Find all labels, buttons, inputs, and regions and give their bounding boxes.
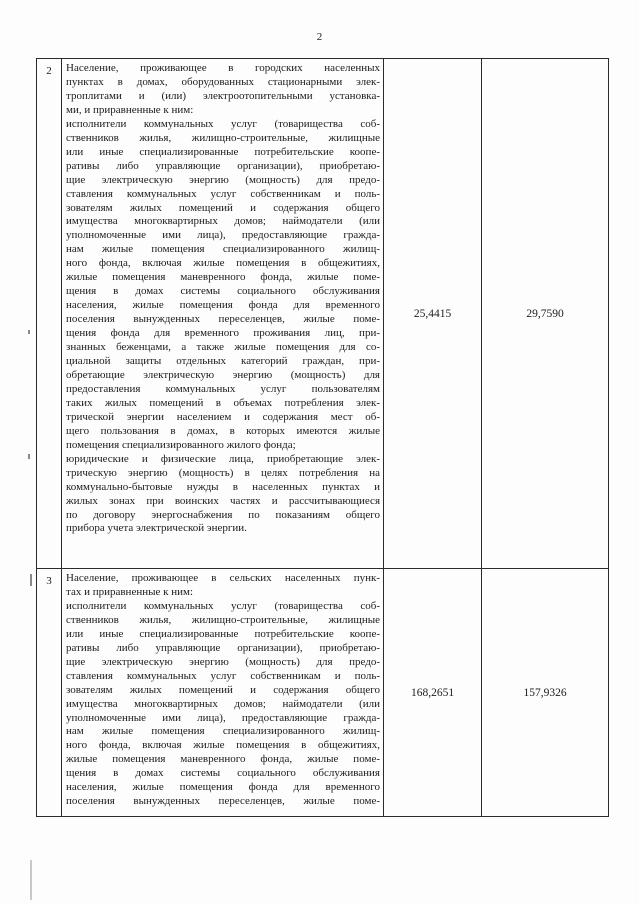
row-description: [62, 59, 384, 569]
text-line: ративы либо управляющие организации), приобретаю-: [66, 159, 380, 172]
text-line: ственников жилья, жилищно-строительные, жилищные: [66, 131, 380, 144]
row-number: 2: [37, 59, 62, 569]
text-line: нам жилые помещения специализированного жилищ-: [66, 243, 380, 256]
text-line: по договору энергоснабжения по показаниям общего: [66, 508, 380, 521]
text-line: предоставления коммунальных услуг пользователям: [66, 382, 380, 395]
text-line: уполномоченные ими лица), предоставляющие гражда-: [66, 229, 380, 242]
text-line: уполномоченные ими лица), предоставляющие гражда-: [66, 711, 380, 724]
value-column-2: 29,7590: [482, 59, 609, 569]
table-row: [37, 569, 609, 817]
text-line: циальной защиты отдельных категорий граждан, при-: [66, 355, 380, 368]
scan-mark: [28, 330, 30, 334]
text-line: щения в домах системы социального обслуживания: [66, 285, 380, 298]
page-number: 2: [316, 31, 323, 43]
text-line: исполнители коммунальных услуг (товарищества соб-: [66, 117, 380, 130]
scan-mark: [28, 454, 30, 459]
text-line: таких жилых помещений в объемах потребления элек-: [66, 396, 380, 409]
text-line: имущества многоквартирных домов; наймодатели (или: [66, 215, 380, 228]
text-line: трическую энергию (мощность) в целях потребления на: [66, 466, 380, 479]
row-description: [62, 569, 384, 817]
text-line: тах и приравненные к ним:: [66, 585, 194, 598]
text-line: ставления коммунальных услуг собственникам и поль-: [66, 669, 380, 682]
text-line: зователям жилых помещений и содержания общего: [66, 683, 380, 696]
text-line: Население, проживающее в городских населенных: [66, 62, 380, 74]
text-line: ставления коммунальных услуг собственникам и поль-: [66, 187, 380, 200]
text-line: поселения вынужденных переселенцев, жилые поме-: [66, 313, 380, 326]
text-line: поселения вынужденных переселенцев, жилые поме-: [66, 795, 380, 808]
text-line: трической энергии населением и содержания мест об-: [66, 410, 380, 423]
text-line: ми, и приравненные к ним:: [66, 103, 194, 116]
text-line: ного фонда, включая жилые помещения в общежитиях,: [66, 257, 380, 270]
text-line: имущества многоквартирных домов; наймодатели (или: [66, 697, 380, 710]
text-line: пунктах в домах, оборудованных стационарными элек-: [66, 75, 380, 88]
text-line: помещения специализированного жилого фонда;: [66, 438, 296, 451]
text-line: обретающие электрическую энергию (мощность) для: [66, 368, 380, 381]
value-column-1: 25,4415: [384, 59, 482, 569]
text-line: жилые помещения маневренного фонда, жилые поме-: [66, 753, 380, 766]
text-line: населения, жилые помещения фонда для временного: [66, 299, 380, 312]
value-column-1: 168,2651: [384, 569, 482, 817]
text-line: нам жилые помещения специализированного жилищ-: [66, 725, 380, 738]
text-line: зователям жилых помещений и содержания общего: [66, 201, 380, 214]
text-line: прибора учета электрической энергии.: [66, 522, 247, 535]
text-line: или иные специализированные потребительские коопе-: [66, 145, 380, 158]
description-text: [66, 62, 380, 536]
text-line: Население, проживающее в сельских населенных пунк-: [66, 572, 380, 584]
text-line: исполнители коммунальных услуг (товарищества соб-: [66, 599, 380, 612]
text-line: щего пользования в домах, в которых имеются жилые: [66, 424, 380, 437]
row-number: 3: [37, 569, 62, 817]
text-line: юридические и физические лица, приобретающие элек-: [66, 452, 380, 465]
text-line: жилые помещения маневренного фонда, жилые поме-: [66, 271, 380, 284]
text-line: жилых зонах при воинских частях и рассчитывающиеся: [66, 494, 380, 507]
text-line: или иные специализированные потребительские коопе-: [66, 627, 380, 640]
text-line: щие электрическую энергию (мощность) для предо-: [66, 173, 380, 186]
tariff-table: [36, 58, 609, 817]
text-line: знанных беженцами, а также жилые помещения для со-: [66, 341, 380, 354]
table-row: [37, 59, 609, 569]
text-line: троплитами и (или) электроотопительными установка-: [66, 89, 380, 102]
text-line: щие электрическую энергию (мощность) для предо-: [66, 655, 380, 668]
text-line: щения в домах системы социального обслуживания: [66, 767, 380, 780]
text-line: коммунально-бытовые нужды в населенных пунктах и: [66, 480, 380, 493]
text-line: ственников жилья, жилищно-строительные, жилищные: [66, 613, 380, 626]
text-line: населения, жилые помещения фонда для временного: [66, 781, 380, 794]
value-column-2: 157,9326: [482, 569, 609, 817]
scan-mark: [30, 860, 32, 900]
text-line: щения фонда для временного проживания лиц, при-: [66, 327, 380, 340]
scan-mark: [30, 574, 32, 586]
text-line: ного фонда, включая жилые помещения в общежитиях,: [66, 739, 380, 752]
text-line: ративы либо управляющие организации), приобретаю-: [66, 641, 380, 654]
description-text: [66, 572, 380, 809]
